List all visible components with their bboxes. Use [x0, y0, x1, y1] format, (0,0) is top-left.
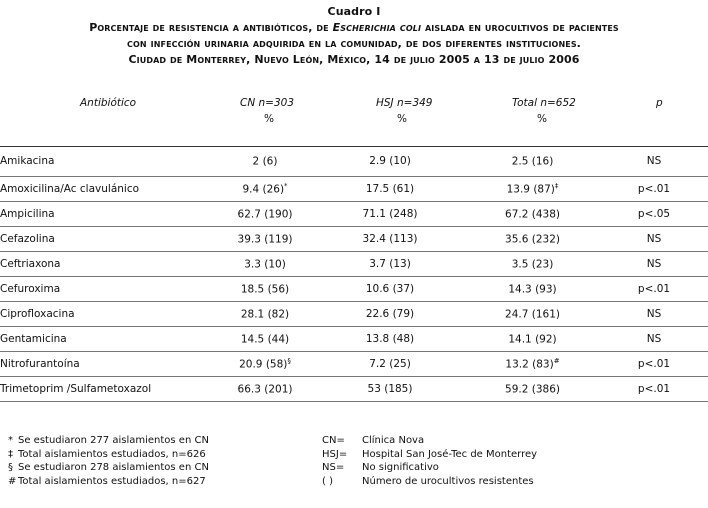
table-row [0, 352, 708, 377]
abbreviation-key: ( ) [322, 475, 333, 487]
hsj-value: 71.1 (248) [315, 202, 465, 227]
cn-value: 62.7 (190) [215, 202, 315, 227]
abbreviation-key: NS= [322, 462, 345, 473]
antibiotic-name: Ciprofloxacina [0, 302, 215, 327]
antibiotic-name: Ceftriaxona [0, 252, 215, 277]
antibiotic-name: Gentamicina [0, 327, 215, 352]
total-value: 14.1 (92) [465, 327, 600, 352]
hsj-value: 3.7 (13) [315, 252, 465, 277]
table-row [0, 277, 708, 302]
footnote [8, 461, 209, 475]
abbreviations [322, 434, 537, 488]
header-p: p [656, 97, 663, 109]
abbreviation-key: HSJ= [322, 448, 348, 460]
table-row [0, 146, 708, 177]
table-number: Cuadro I [327, 5, 381, 18]
header-cn: CN n=303 [240, 97, 295, 109]
abbreviation [322, 434, 537, 448]
abbreviation [322, 461, 537, 475]
hsj-value: 13.8 (48) [315, 327, 465, 352]
title-line-2: con infección urinaria adquirida en la comunidad, de dos diferentes instituciones. [127, 37, 581, 50]
total-value: 2.5 (16) [465, 146, 600, 177]
abbreviation-text: Hospital San José-Tec de Monterrey [362, 448, 538, 460]
antibiotic-name: Amikacina [0, 146, 215, 177]
p-value: NS [600, 227, 708, 252]
footnote [8, 434, 209, 448]
cn-value: 28.1 (82) [215, 302, 315, 327]
footnote-mark: * [8, 435, 13, 446]
document-page [0, 4, 708, 508]
antibiotic-name: Nitrofurantoína [0, 352, 215, 377]
footnote-text: Total aislamientos estudiados, n=626 [18, 448, 206, 460]
title-line-1: Porcentaje de resistencia a antibióticos, de Escherichia coli aislada en urocultivos de pacientes [89, 21, 619, 34]
cn-value: 18.5 (56) [215, 277, 315, 302]
cn-value: 3.3 (10) [215, 252, 315, 277]
table-row [0, 202, 708, 227]
hsj-value: 2.9 (10) [315, 146, 465, 177]
table-row [0, 327, 708, 352]
total-value: 35.6 (232) [465, 227, 600, 252]
total-value: 3.5 (23) [465, 252, 600, 277]
footnote [8, 448, 209, 462]
table-row [0, 377, 708, 402]
p-value: p<.01 [600, 352, 708, 377]
p-value: p<.01 [600, 177, 708, 202]
p-value: NS [600, 252, 708, 277]
cn-value: 39.3 (119) [215, 227, 315, 252]
cn-value: 20.9 (58)§ [215, 352, 315, 377]
hsj-value: 32.4 (113) [315, 227, 465, 252]
total-value: 13.2 (83)# [465, 352, 600, 377]
table-row [0, 177, 708, 202]
header-hsj-pct: % [397, 113, 407, 125]
hsj-value: 7.2 (25) [315, 352, 465, 377]
abbreviation-text: Clínica Nova [362, 435, 425, 446]
p-value: p<.01 [600, 377, 708, 402]
footnotes [8, 434, 209, 488]
footnote-text: Se estudiaron 278 aislamientos en CN [18, 462, 209, 473]
antibiotic-name: Trimetoprim /Sulfametoxazol [0, 377, 215, 402]
total-value: 13.9 (87)‡ [465, 177, 600, 202]
p-value: NS [600, 302, 708, 327]
cn-value: 66.3 (201) [215, 377, 315, 402]
header-hsj: HSJ n=349 [376, 97, 433, 109]
hsj-value: 22.6 (79) [315, 302, 465, 327]
table-row [0, 252, 708, 277]
hsj-value: 17.5 (61) [315, 177, 465, 202]
resistance-table [0, 146, 708, 402]
p-value: NS [600, 327, 708, 352]
table-row [0, 227, 708, 252]
abbreviation-key: CN= [322, 435, 345, 446]
abbreviation [322, 475, 537, 489]
cn-value: 14.5 (44) [215, 327, 315, 352]
cn-value: 9.4 (26)* [215, 177, 315, 202]
footnote-mark: # [8, 475, 17, 487]
title-line-3: Ciudad de Monterrey, Nuevo León, México, 14 de julio 2005 a 13 de julio 2006 [128, 53, 580, 66]
cn-value: 2 (6) [215, 146, 315, 177]
antibiotic-name: Amoxicilina/Ac clavulánico [0, 177, 215, 202]
abbreviation-text: Número de urocultivos resistentes [362, 475, 534, 487]
abbreviation [322, 448, 537, 462]
abbreviation-text: No significativo [362, 462, 439, 473]
footnote [8, 475, 209, 489]
hsj-value: 10.6 (37) [315, 277, 465, 302]
antibiotic-name: Cefazolina [0, 227, 215, 252]
header-antibiotic: Antibiótico [80, 97, 137, 109]
p-value: NS [600, 146, 708, 177]
footnote-text: Se estudiaron 277 aislamientos en CN [18, 435, 209, 446]
table-title [0, 4, 708, 68]
footnote-text: Total aislamientos estudiados, n=627 [18, 475, 206, 487]
header-total-pct: % [537, 113, 547, 125]
hsj-value: 53 (185) [315, 377, 465, 402]
p-value: p<.01 [600, 277, 708, 302]
total-value: 24.7 (161) [465, 302, 600, 327]
p-value: p<.05 [600, 202, 708, 227]
total-value: 59.2 (386) [465, 377, 600, 402]
footnote-mark: § [8, 462, 13, 473]
header-total: Total n=652 [512, 97, 576, 109]
antibiotic-name: Ampicilina [0, 202, 215, 227]
total-value: 14.3 (93) [465, 277, 600, 302]
header-cn-pct: % [264, 113, 274, 125]
footnote-mark: ‡ [8, 448, 13, 460]
total-value: 67.2 (438) [465, 202, 600, 227]
antibiotic-name: Cefuroxima [0, 277, 215, 302]
table-row [0, 302, 708, 327]
